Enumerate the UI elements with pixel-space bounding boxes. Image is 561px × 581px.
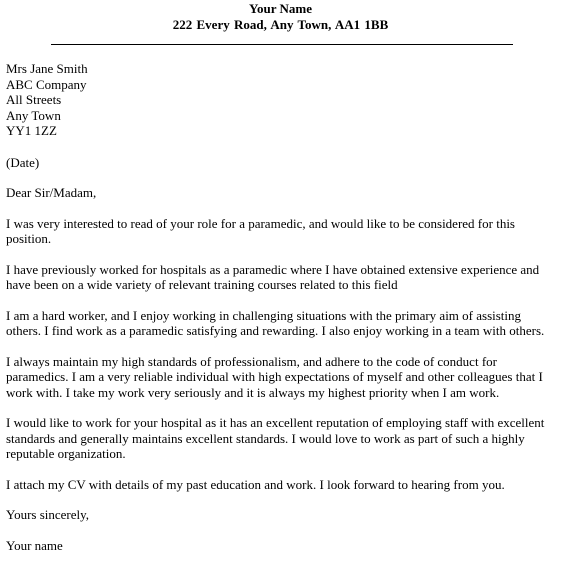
letter-body	[6, 61, 558, 553]
salutation: Dear Sir/Madam,	[6, 185, 97, 200]
letter-paragraph: I have previously worked for hospitals as a paramedic where I have obtained extensive experience and have been on a wide variety of relevant training courses related to this field	[6, 261, 540, 292]
sender-name: Your Name	[249, 1, 312, 16]
letter-paragraph: I was very interested to read of your role for a paramedic, and would like to be considered for this position.	[6, 215, 515, 246]
letter-date: (Date)	[6, 154, 40, 170]
letter-paragraph: I always maintain my high standards of professionalism, and adhere to the code of conduct for paramedics. I am a very reliable individual with high expectations of myself and other colleagues that I work with. I take my work very seriously and it is always my highest priority when I am work.	[6, 353, 543, 400]
recipient-line: YY1 1ZZ	[6, 123, 57, 138]
signature: Your name	[6, 537, 63, 553]
header-divider	[51, 44, 513, 45]
letter-paragraph: I would like to work for your hospital as it has an excellent reputation of employing staff with excellent standards and generally maintains excellent standards. I would love to work as part of such a highly reputable organization.	[6, 415, 545, 461]
letter-paragraph: I attach my CV with details of my past education and work. I look forward to hearing from you.	[6, 476, 505, 492]
recipient-line: Mrs Jane Smith	[6, 61, 88, 76]
closing: Yours sincerely,	[6, 507, 90, 522]
sender-address: 222 Every Road, Any Town, AA1 1BB	[172, 17, 389, 32]
recipient-address	[6, 61, 558, 139]
recipient-line: Any Town	[6, 107, 61, 123]
recipient-line: ABC Company	[6, 76, 87, 92]
letter-header	[0, 1, 561, 33]
recipient-line: All Streets	[6, 92, 62, 107]
letter-paragraph: I am a hard worker, and I enjoy working in challenging situations with the primary aim of assisting others. I find work as a paramedic satisfying and rewarding. I also enjoy working in a team with others.	[6, 307, 545, 338]
